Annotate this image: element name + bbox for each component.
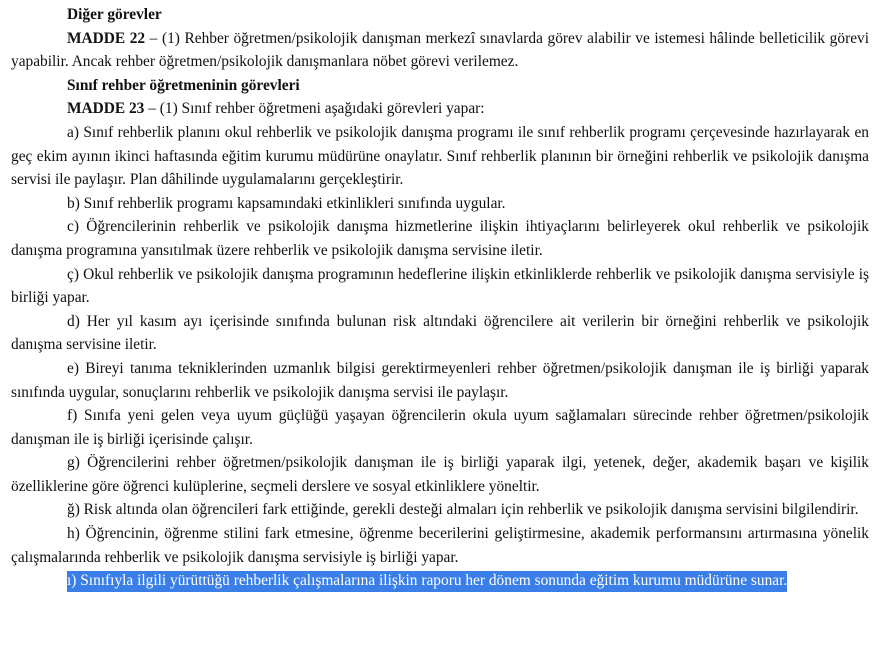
section-heading-other-duties: Diğer görevler <box>67 6 162 23</box>
article-23-item-b: b) Sınıf rehberlik programı kapsamındaki etkinlikleri sınıfında uygular. <box>67 194 506 212</box>
article-23-item-e: e) Bireyi tanıma tekniklerinden uzmanlık bilgisi gerektirmeyenleri rehber öğretmen/psikolojik danışman ile iş birliği yaparak sınıfında uygular, sonuçlarını rehberlik ve psikolojik danışma servisi ile paylaşır. <box>11 359 869 401</box>
article-23-item-f: f) Sınıfa yeni gelen veya uyum güçlüğü yaşayan öğrencilerin okula uyum sağlamaları sürecinde rehber öğretmen/psikolojik danışman ile iş birliği içerisinde çalışır. <box>11 407 869 448</box>
article-23-paragraph <box>11 97 869 121</box>
article-23-item-c-cedilla: ç) Okul rehberlik ve psikolojik danışma programının hedeflerine ilişkin etkinliklerde rehberlik ve psikolojik danışma servisiyle iş birliği yapar. <box>11 265 869 307</box>
article-22-label: MADDE 22 <box>67 29 146 47</box>
article-23-item-i-dotless[interactable] <box>11 569 869 593</box>
article-23-item-h: h) Öğrencinin, öğrenme stilini fark etmesine, öğrenme becerilerini geliştirmesine, akademik performansını artırmasına yönelik çalışmalarında rehberlik ve psikolojik danışma servisiyle iş birliği yapar. <box>11 525 869 566</box>
article-23-intro: – (1) Sınıf rehber öğretmeni aşağıdaki görevleri yapar: <box>144 100 485 118</box>
document-text <box>11 3 869 593</box>
article-23-label: MADDE 23 <box>67 100 145 118</box>
selected-text-highlight[interactable]: ı) Sınıfıyla ilgili yürüttüğü rehberlik çalışmalarına ilişkin raporu her dönem sonunda eğitim kurumu müdürüne sunar. <box>67 571 787 592</box>
section-heading-class-guidance: Sınıf rehber öğretmeninin görevleri <box>67 76 300 94</box>
article-22-paragraph <box>11 27 869 74</box>
article-23-item-c: c) Öğrencilerinin rehberlik ve psikolojik danışma hizmetlerine ilişkin ihtiyaçlarını belirleyerek okul rehberlik ve psikolojik danışma programına yansıtılmak üzere rehberlik ve psikolojik danışma servisine iletir. <box>11 218 869 259</box>
article-22-text: – (1) Rehber öğretmen/psikolojik danışman merkezî sınavlarda görev alabilir ve istemesi hâlinde belleticilik görevi yapabilir. Ancak rehber öğretmen/psikolojik danışmanlara nöbet görevi verilemez. <box>11 29 870 71</box>
article-23-item-g: g) Öğrencilerini rehber öğretmen/psikolojik danışman ile iş birliği yaparak ilgi, yetenek, değer, akademik başarı ve kişilik özelliklerine göre öğrenci kulüplerine, seçmeli derslere ve sosyal etkinliklere yöneltir. <box>11 454 869 495</box>
article-23-item-g-breve: ğ) Risk altında olan öğrencileri fark ettiğinde, gerekli desteği almaları için rehberlik ve psikolojik danışma servisini bilgilendirir. <box>67 501 859 519</box>
article-23-item-d: d) Her yıl kasım ayı içerisinde sınıfında bulunan risk altındaki öğrencilere ait verilerin bir örneğini rehberlik ve psikolojik danışma servisine iletir. <box>11 312 869 354</box>
article-23-item-a: a) Sınıf rehberlik planını okul rehberlik ve psikolojik danışma programı ile sınıf rehberlik programı çerçevesinde hazırlayarak en geç ekim ayının ikinci haftasında eğitim kurumu müdürüne onaylatır. Sınıf rehberlik planının bir örneğini rehberlik ve psikolojik danışma servisi ile paylaşır. Plan dâhilinde uygulamalarını gerçekleştirir. <box>11 123 869 189</box>
